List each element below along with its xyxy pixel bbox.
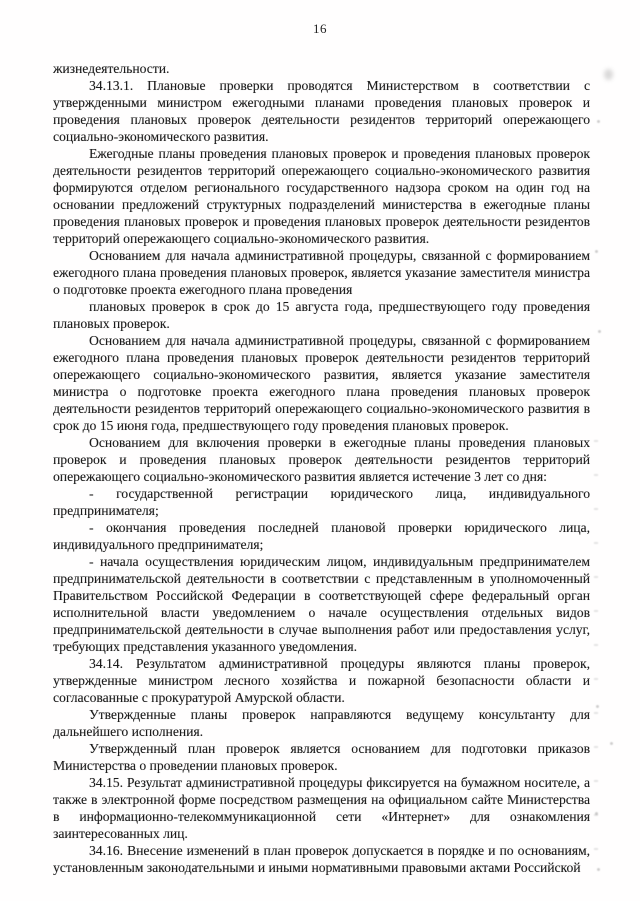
scan-speck <box>610 742 613 745</box>
paragraph: плановых проверок в срок до 15 августа года, предшествующего году проведения плановых проверок. <box>53 299 590 331</box>
paragraph: Ежегодные планы проведения плановых проверок и проведения плановых проверок деятельности резидентов территорий опережающего социально-экономического развития формируются отделом регионального государственного надзора сроком на один год на основании предложений структурных подразделений министерства в ежегодные планы проведения плановых проверок и проведения плановых проверок деятельности резидентов территорий опережающего социально-экономического развития. <box>53 146 590 246</box>
paragraph: 34.14. Результатом административной процедуры являются планы проверок, утвержденные министром лесного хозяйства и пожарной безопасности области и согласованные с прокуратурой Амурской области. <box>53 656 590 705</box>
list-item-paragraph: - государственной регистрации юридического лица, индивидуального предпринимателя; <box>53 486 590 518</box>
paragraph: 34.16. Внесение изменений в план проверок допускается в порядке и по основаниям, установленным законодательными и иными нормативными правовыми актами Российской <box>53 843 590 875</box>
scan-noise-strip <box>594 440 598 870</box>
paragraph: Основанием для включения проверки в ежегодные планы проведения плановых проверок и проведения плановых проверок деятельности резидентов территорий опережающего социально-экономического развития является истечение 3 лет со дня: <box>53 435 590 484</box>
paragraph: Основанием для начала административной процедуры, связанной с формированием ежегодного плана проведения плановых проверок, является указание заместителя министра о подготовке проекта ежегодного плана проведения <box>53 248 590 297</box>
paragraph: 34.13.1. Плановые проверки проводятся Министерством в соответствии с утвержденными министром ежегодными планами проведения плановых проверок и проведения плановых проверок деятельности резидентов территорий опережающего социально-экономического развития. <box>53 78 590 144</box>
scan-speck <box>597 120 600 123</box>
list-item-paragraph: - начала осуществления юридическим лицом, индивидуальным предпринимателем предпринимательской деятельности в соответствии с представленным в уполномоченный Правительством Российской Федерации в соответствующей сфере федеральный орган исполнительной власти уведомлением о начале осуществления отдельных видов предпринимательской деятельности в случае выполнения работ или предоставления услуг, требующих представления указанного уведомления. <box>53 554 590 654</box>
scan-speck <box>595 812 598 815</box>
paragraph: жизнедеятельности. <box>53 61 170 76</box>
paragraph: Утвержденные планы проверок направляются ведущему консультанту для дальнейшего исполнения. <box>53 707 590 739</box>
paragraph: Утвержденный план проверок является основанием для подготовки приказов Министерства о проведении плановых проверок. <box>53 741 590 773</box>
scan-speck <box>598 330 601 333</box>
scan-speck <box>597 868 600 871</box>
scan-speck <box>595 250 598 253</box>
list-item-paragraph: - окончания проведения последней плановой проверки юридического лица, индивидуального предпринимателя; <box>53 520 590 552</box>
page-number: 16 <box>313 21 327 36</box>
paragraph: Основанием для начала административной процедуры, связанной с формированием ежегодного плана проведения плановых проверок деятельности резидентов территорий опережающего социально-экономического развития, является указание заместителя министра о подготовке проекта ежегодного плана проведения плановых проверок деятельности резидентов территорий опережающего социально-экономического развития в срок до 15 июня года, предшествующего году проведения плановых проверок. <box>53 333 590 433</box>
scan-speck <box>596 705 599 708</box>
document-text-block <box>53 60 590 876</box>
paragraph: 34.15. Результат административной процедуры фиксируется на бумажном носителе, а также в электронной форме посредством размещения на официальном сайте Министерства в информационно-телекоммуникационной сети «Интернет» для ознакомления заинтересованных лиц. <box>53 775 590 841</box>
scan-smudge <box>604 69 613 80</box>
